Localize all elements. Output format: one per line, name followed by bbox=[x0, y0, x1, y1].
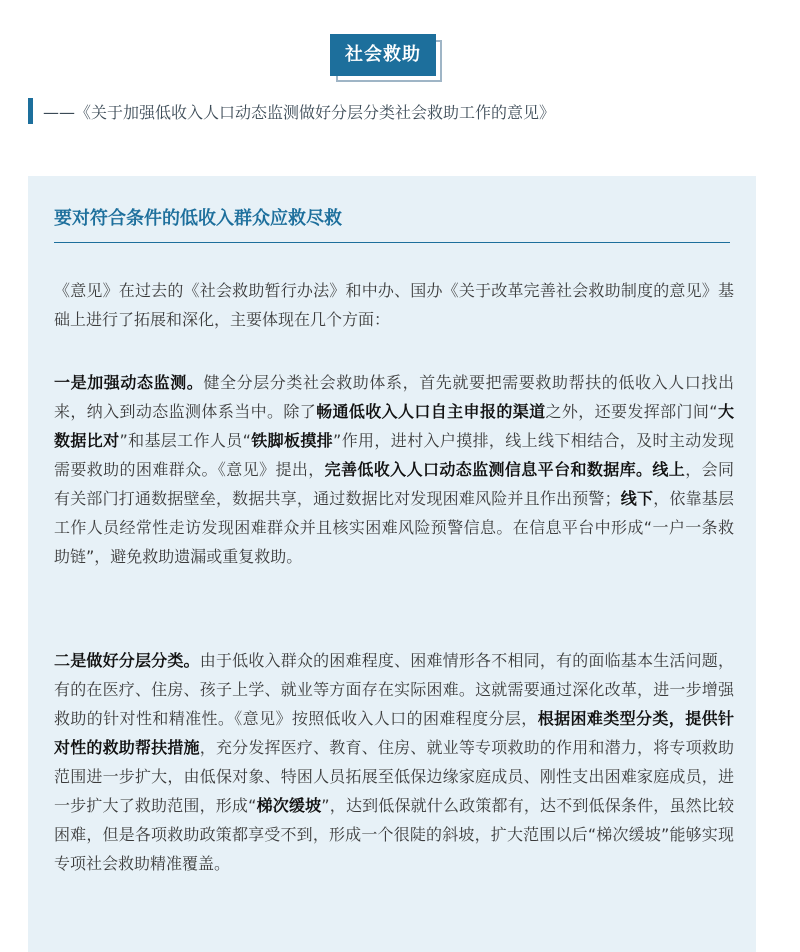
p2-bold-5: 线下 bbox=[620, 489, 654, 508]
p2-text-5: ，会同有关部门打通数据壁垒，数据共享，通过数据比对发现困难风险并且作出预警； bbox=[54, 460, 734, 508]
p3-bold-1: 根据困难类型分类，提供针对性的救助帮扶措施 bbox=[54, 709, 734, 757]
p3-text-3: ”，达到低保就什么政策都有，达不到低保条件，虽然比较困难，但是各项救助政策都享受不到，形成一个很陡的斜坡，扩大范围以后“梯次缓坡”能够实现专项社会救助精准覆盖。 bbox=[54, 796, 734, 873]
p3-text-2: ，充分发挥医疗、教育、住房、就业等专项救助的作用和潜力，将专项救助范围进一步扩大，由低保对象、特困人员拓展至低保边缘家庭成员、刚性支出困难家庭成员，进一步扩大了救助范围，形成“ bbox=[54, 738, 734, 815]
title-divider bbox=[54, 242, 730, 243]
subtitle-row bbox=[28, 98, 555, 124]
document-subtitle: ——《关于加强低收入人口动态监测做好分层分类社会救助工作的意见》 bbox=[43, 102, 556, 122]
p3-bold-2: 梯次缓坡 bbox=[256, 796, 322, 815]
p3-text-1: 由于低收入群众的困难程度、困难情形各不相同，有的面临基本生活问题，有的在医疗、住房、孩子上学、就业等方面存在实际困难。这就需要通过深化改革，进一步增强救助的针对性和精准性。《意见》按照低收入人口的困难程度分层， bbox=[54, 651, 734, 728]
p2-text-2: 之外，还要发挥部门间“ bbox=[545, 402, 718, 421]
p2-bold-4: 完善低收入人口动态监测信息平台和数据库。线上 bbox=[324, 460, 686, 479]
p3-lead: 二是做好分层分类。 bbox=[54, 651, 200, 670]
intro-paragraph: 《意见》在过去的《社会救助暂行办法》和中办、国办《关于改革完善社会救助制度的意见》基础上进行了拓展和深化，主要体现在几个方面： bbox=[54, 281, 734, 329]
p2-lead: 一是加强动态监测。 bbox=[54, 373, 204, 392]
section-title: 要对符合条件的低收入群众应救尽救 bbox=[54, 208, 342, 229]
paragraph-dynamic-monitoring bbox=[54, 368, 734, 571]
p2-text-6: ，依靠基层工作人员经常性走访发现困难群众并且核实困难风险预警信息。在信息平台中形成“一户一条救助链”，避免救助遗漏或重复救助。 bbox=[54, 489, 734, 566]
subtitle-accent-bar bbox=[28, 98, 33, 124]
p2-text-4: ”作用，进村入户摸排，线上线下相结合，及时主动发现需要救助的困难群众。《意见》提出， bbox=[54, 431, 734, 479]
p2-text-3: ”和基层工作人员“ bbox=[119, 431, 251, 450]
p2-bold-1: 畅通低收入人口自主申报的渠道 bbox=[316, 402, 546, 421]
p2-text-1: 健全分层分类社会救助体系，首先就要把需要救助帮扶的低收入人口找出来，纳入到动态监测体系当中。除了 bbox=[54, 373, 734, 421]
paragraph-layered-classification bbox=[54, 646, 734, 878]
badge-label: 社会救助 bbox=[330, 34, 436, 76]
p2-bold-2: 大数据比对 bbox=[54, 402, 734, 450]
content-panel bbox=[28, 176, 756, 952]
p2-bold-3: 铁脚板摸排 bbox=[250, 431, 334, 450]
header-badge bbox=[330, 34, 442, 82]
